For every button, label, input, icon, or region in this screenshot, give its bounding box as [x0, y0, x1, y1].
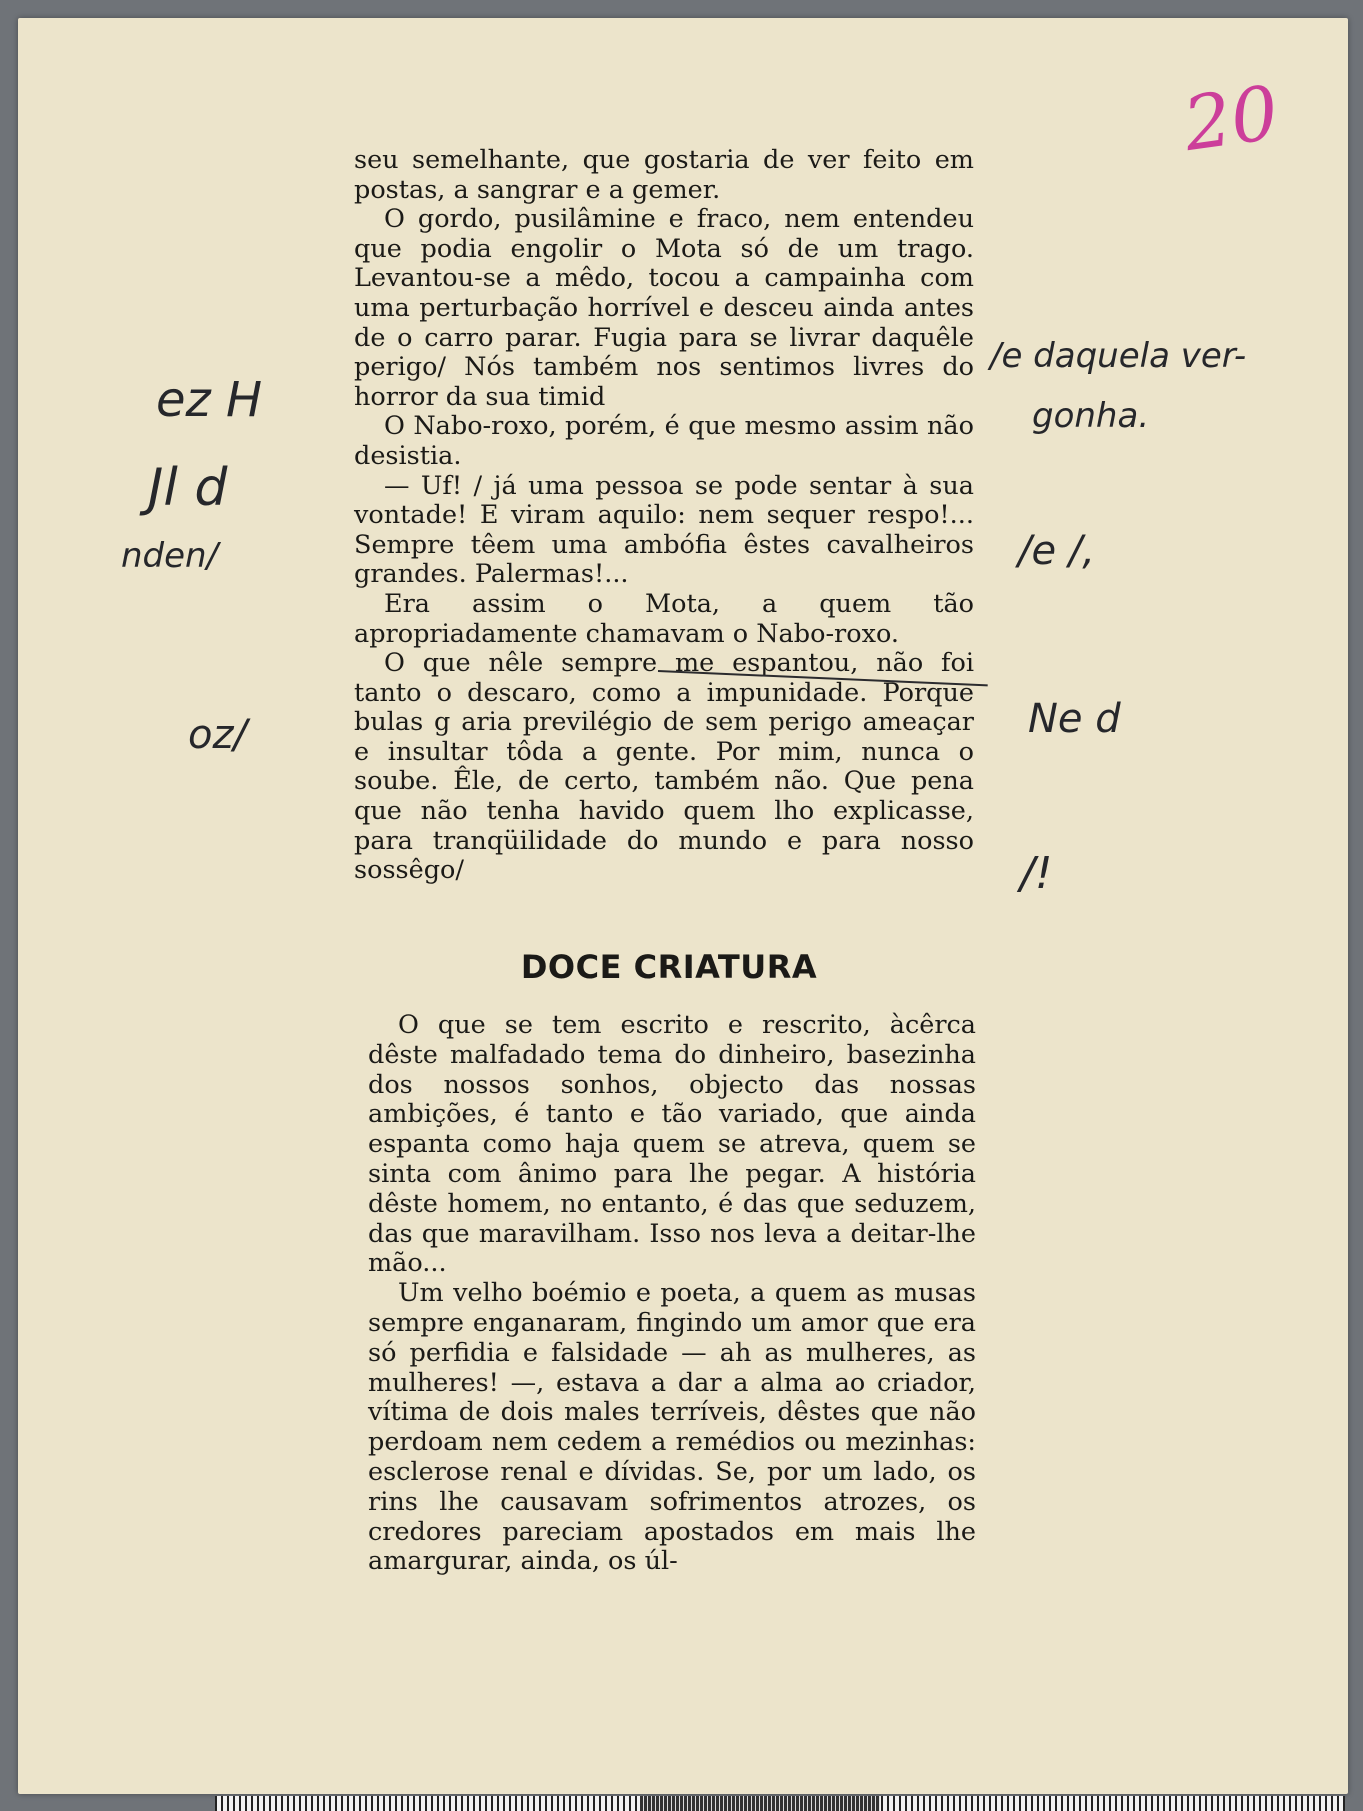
section-passage — [368, 1011, 976, 1577]
scan-ruler-segment — [640, 1796, 880, 1811]
page-number: 20 — [1178, 69, 1284, 169]
document-page — [18, 18, 1348, 1794]
paragraph: Um velho boémio e poeta, a quem as musas sempre enganaram, fingindo um amor que era só perfidia e falsidade — ah as mulheres, as mulheres! —, estava a dar a alma ao criador, vítima de dois males terríveis, dêstes que não perdoam nem cedem a remédios ou mezinhas: esclerose renal e dívidas. Se, por um lado, os rins lhe causavam sofrimentos atrozes, os credores pareciam apostados em mais lhe amargurar, ainda, os úl- — [368, 1278, 976, 1577]
paragraph: seu semelhante, que gostaria de ver feito em postas, a sangrar e a gemer. — [354, 145, 974, 205]
paragraph: O que nêle sempre me espantou, não foi tanto o descaro, como a impunidade. Porque bulas g aria previlégio de sem perigo ameaçar e insultar tôda a gente. Por mim, nunca o soube. Êle, de certo, também não. Que pena que não tenha havido quem lho explicasse, para tranqüilidade do mundo e para nosso sossêgo/ — [354, 648, 974, 886]
margin-note-left: nden/ — [121, 536, 219, 576]
section-title: DOCE CRIATURA — [520, 948, 818, 986]
margin-note-right: gonha. — [1032, 396, 1150, 436]
paragraph: O gordo, pusilâmine e fraco, nem entendeu que podia engolir o Mota só de um trago. Levantou-se a mêdo, tocou a campainha com uma perturbação horrível e desceu ainda antes de o carro parar. Fugia para se livrar daquêle perigo/ Nós também nos sentimos livres do horror da sua timid — [354, 204, 974, 412]
margin-note-right: /e daquela ver- — [990, 336, 1247, 376]
margin-note-right: /e /, — [1018, 528, 1095, 574]
top-passage — [354, 146, 974, 886]
paragraph: Era assim o Mota, a quem tão apropriadamente chamavam o Nabo-roxo. — [354, 588, 974, 649]
margin-note-left: ez H — [156, 372, 263, 428]
paragraph: — Uf! / já uma pessoa se pode sentar à sua vontade! E viram aquilo: nem sequer respo!... Sempre têem uma ambófia êstes cavalheiros grandes. Palermas!... — [354, 470, 974, 590]
margin-note-right: /! — [1020, 848, 1053, 899]
paragraph: O Nabo-roxo, porém, é que mesmo assim não desistia. — [354, 411, 974, 471]
margin-note-left: Jl d — [148, 458, 228, 518]
margin-note-left: oz/ — [188, 712, 247, 758]
margin-note-right: Ne d — [1028, 696, 1121, 742]
paragraph: O que se tem escrito e rescrito, àcêrca dêste malfadado tema do dinheiro, basezinha dos nossos sonhos, objecto das nossas ambições, é tanto e tão variado, que ainda espanta como haja quem se atreva, quem se sinta com ânimo para lhe pegar. A história dêste homem, no entanto, é das que seduzem, das que maravilham. Isso nos leva a deitar-lhe mão... — [368, 1010, 976, 1279]
